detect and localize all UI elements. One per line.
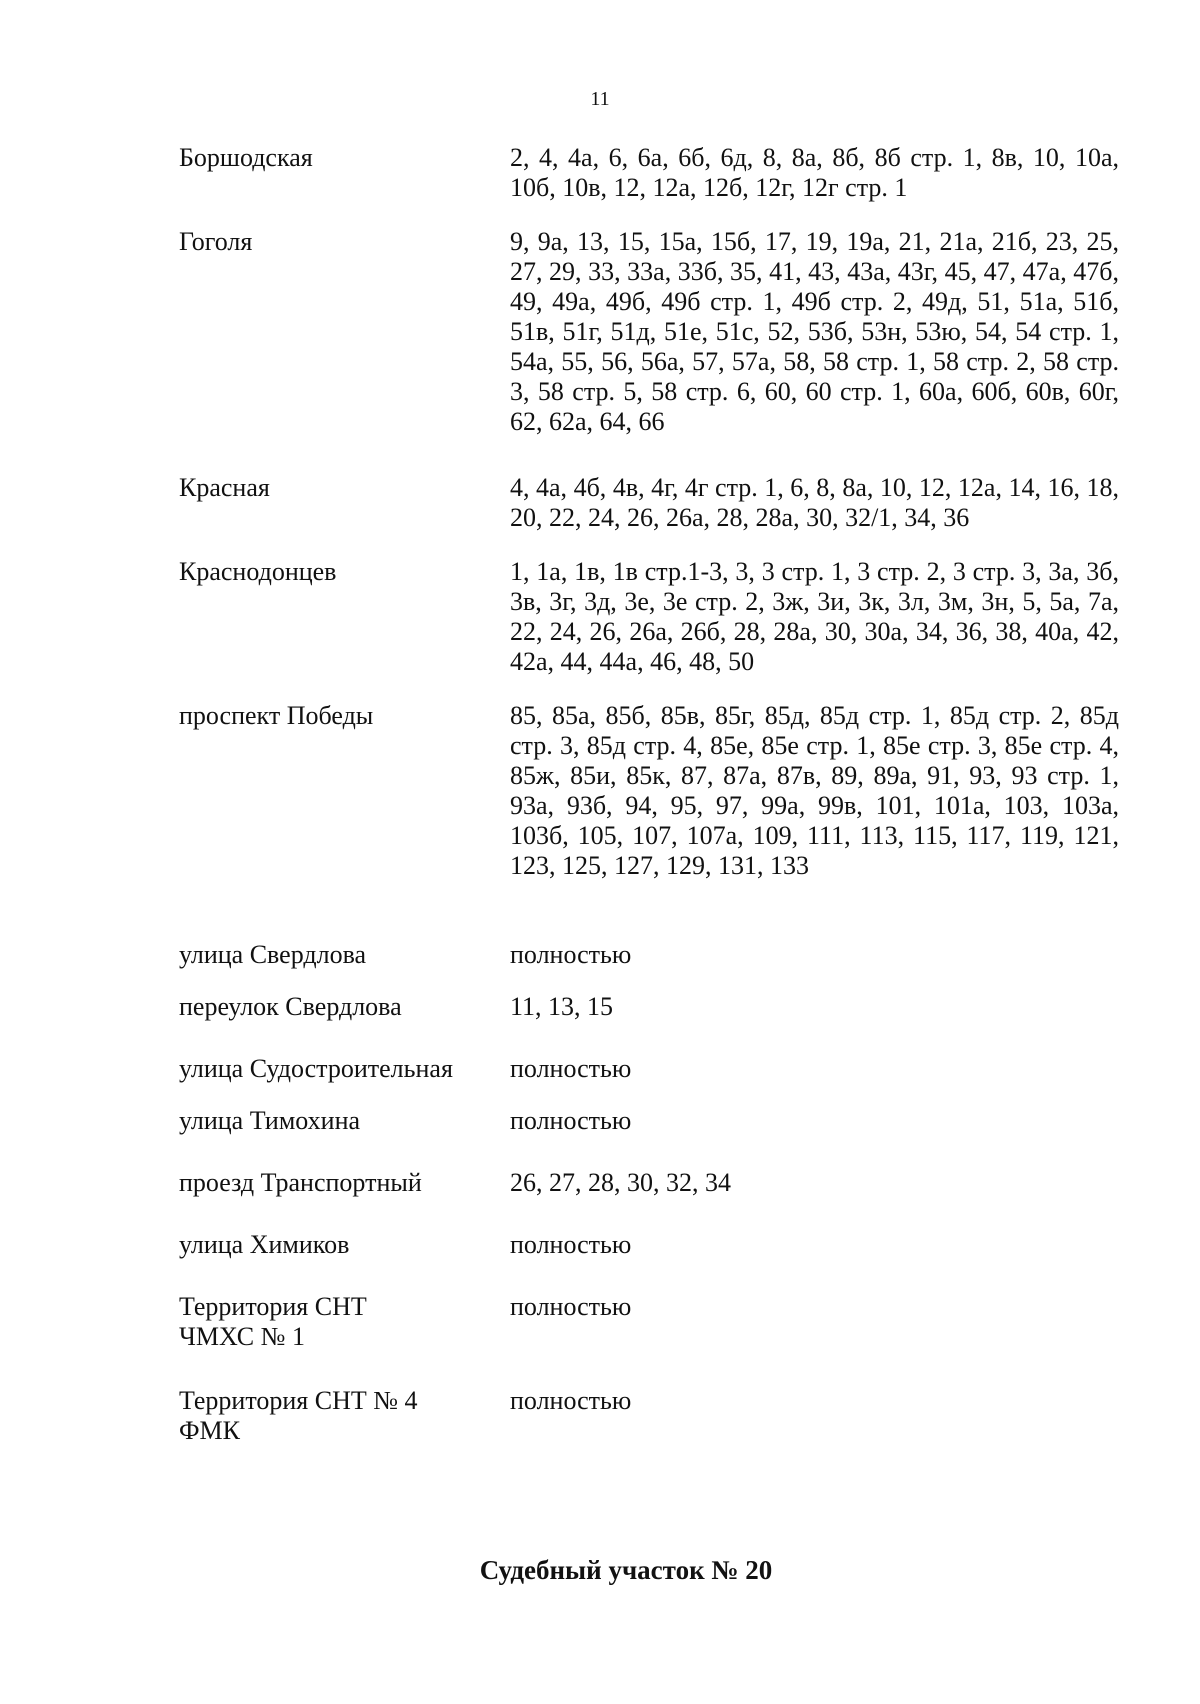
house-numbers: 11, 13, 15: [510, 992, 614, 1021]
house-numbers: 2, 4, 4а, 6, 6а, 6б, 6д, 8, 8а, 8б, 8б стр. 1, 8в, 10, 10а, 10б, 10в, 12, 12а, 12б, 12г, 12г стр. 1: [510, 143, 1119, 202]
house-numbers: полностью: [510, 1054, 632, 1083]
house-numbers: 9, 9а, 13, 15, 15а, 15б, 17, 19, 19а, 21, 21а, 21б, 23, 25, 27, 29, 33, 33а, 33б, 35, 41, 43, 43а, 43г, 45, 47, 47а, 47б, 49, 49а, 49б, 49б стр. 1, 49б стр. 2, 49д, 51, 51а, 51б, 51в, 51г, 51д, 51е, 51с, 52, 53б, 53н, 53ю, 54, 54 стр. 1, 54а, 55, 56, 56а, 57, 57а, 58, 58 стр. 1, 58 стр. 2, 58 стр. 3, 58 стр. 5, 58 стр. 6, 60, 60 стр. 1, 60а, 60б, 60в, 60г, 62, 62а, 64, 66: [510, 227, 1119, 436]
house-numbers: 26, 27, 28, 30, 32, 34: [510, 1168, 731, 1197]
street-name: Гоголя: [179, 227, 253, 256]
street-name: Красная: [179, 473, 270, 502]
street-name: Краснодонцев: [179, 557, 337, 586]
page-number: 11: [590, 88, 610, 110]
street-name: Территория СНТ № 4 ФМК: [179, 1386, 418, 1445]
street-name: проспект Победы: [179, 701, 374, 730]
house-numbers: полностью: [510, 1230, 632, 1259]
street-name: переулок Свердлова: [179, 992, 402, 1021]
house-numbers: полностью: [510, 1106, 632, 1135]
street-name: улица Тимохина: [179, 1106, 361, 1135]
house-numbers: 1, 1а, 1в, 1в стр.1-3, 3, 3 стр. 1, 3 стр. 2, 3 стр. 3, 3а, 3б, 3в, 3г, 3д, 3е, 3е стр. 2, 3ж, 3и, 3к, 3л, 3м, 3н, 5, 5а, 7а, 22, 24, 26, 26а, 26б, 28, 28а, 30, 30а, 34, 36, 38, 40а, 42, 42а, 44, 44а, 46, 48, 50: [510, 557, 1119, 676]
street-name: улица Свердлова: [179, 940, 367, 969]
street-name: Территория СНТ ЧМХС № 1: [179, 1292, 367, 1351]
street-name: проезд Транспортный: [179, 1168, 422, 1197]
house-numbers: полностью: [510, 1386, 632, 1415]
street-name: Боршодская: [179, 143, 313, 172]
street-name: улица Химиков: [179, 1230, 350, 1259]
house-numbers: полностью: [510, 940, 632, 969]
section-heading: Судебный участок № 20: [479, 1555, 773, 1585]
house-numbers: 85, 85а, 85б, 85в, 85г, 85д, 85д стр. 1, 85д стр. 2, 85д стр. 3, 85д стр. 4, 85е, 85е стр. 1, 85е стр. 3, 85е стр. 4, 85ж, 85и, 85к, 87, 87а, 87в, 89, 89а, 91, 93, 93 стр. 1, 93а, 93б, 94, 95, 97, 99а, 99в, 101, 101а, 103, 103а, 103б, 105, 107, 107а, 109, 111, 113, 115, 117, 119, 121, 123, 125, 127, 129, 131, 133: [510, 701, 1119, 880]
street-name: улица Судостроительная: [179, 1054, 453, 1083]
house-numbers: полностью: [510, 1292, 632, 1321]
house-numbers: 4, 4а, 4б, 4в, 4г, 4г стр. 1, 6, 8, 8а, 10, 12, 12а, 14, 16, 18, 20, 22, 24, 26, 26а, 28, 28а, 30, 32/1, 34, 36: [510, 473, 1119, 532]
